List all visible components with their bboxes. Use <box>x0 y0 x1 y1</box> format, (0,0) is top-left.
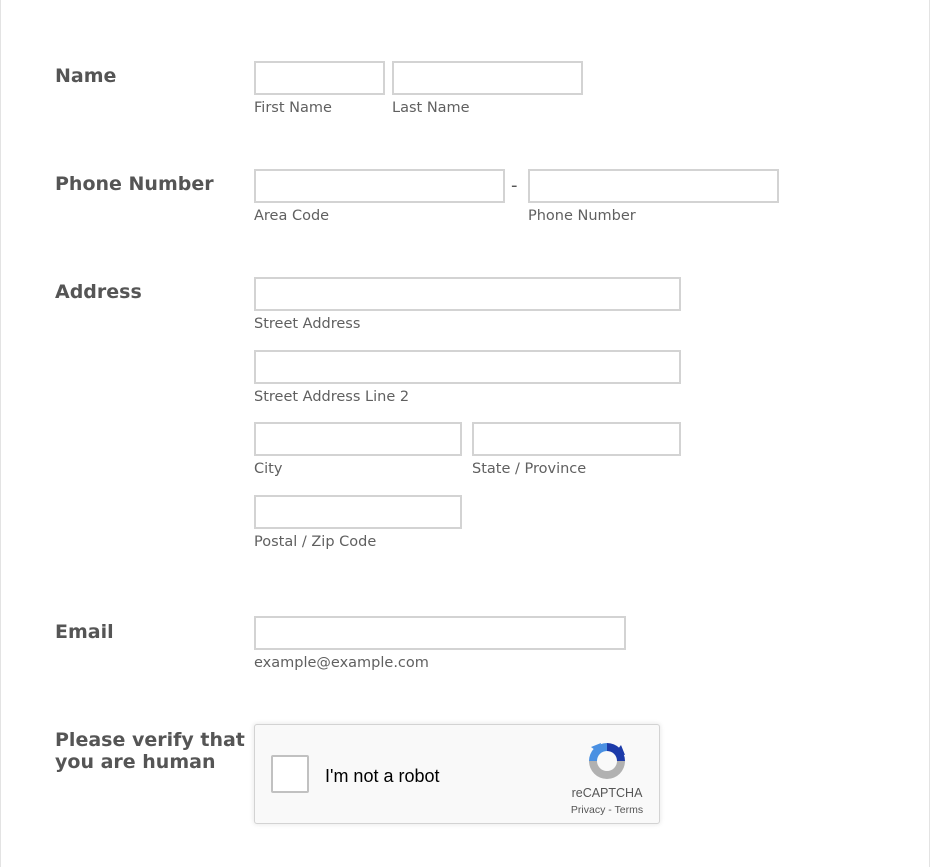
phone-separator: - <box>511 175 518 196</box>
name-label: Name <box>55 65 117 87</box>
city-sublabel: City <box>254 461 283 477</box>
street-address-sublabel: Street Address <box>254 316 361 332</box>
phone-number-label: Phone Number <box>55 173 214 195</box>
street-address-line2-input[interactable] <box>254 350 681 384</box>
city-input[interactable] <box>254 422 462 456</box>
address-label: Address <box>55 281 142 303</box>
street-address-input[interactable] <box>254 277 681 311</box>
first-name-sublabel: First Name <box>254 100 332 116</box>
postal-code-sublabel: Postal / Zip Code <box>254 534 377 550</box>
email-input[interactable] <box>254 616 626 650</box>
recaptcha-checkbox[interactable] <box>271 755 309 793</box>
postal-code-input[interactable] <box>254 495 462 529</box>
links-separator: - <box>608 804 612 816</box>
state-province-sublabel: State / Province <box>472 461 587 477</box>
recaptcha-checkbox-label: I'm not a robot <box>325 766 440 786</box>
street-address-line2-sublabel: Street Address Line 2 <box>254 389 410 405</box>
captcha-label: Please verify that you are human <box>55 729 245 773</box>
recaptcha-logo-icon <box>585 739 629 783</box>
last-name-input[interactable] <box>392 61 583 95</box>
email-sublabel: example@example.com <box>254 655 429 671</box>
terms-link[interactable]: Terms <box>614 804 644 816</box>
recaptcha-widget <box>254 724 660 824</box>
area-code-input[interactable] <box>254 169 505 203</box>
email-label: Email <box>55 621 114 643</box>
recaptcha-links <box>555 804 659 816</box>
last-name-sublabel: Last Name <box>392 100 470 116</box>
first-name-input[interactable] <box>254 61 385 95</box>
state-province-input[interactable] <box>472 422 681 456</box>
privacy-link[interactable]: Privacy <box>570 804 606 816</box>
phone-number-sublabel: Phone Number <box>528 208 636 224</box>
area-code-sublabel: Area Code <box>254 208 330 224</box>
recaptcha-brand: reCAPTCHA <box>571 786 643 800</box>
phone-number-input[interactable] <box>528 169 779 203</box>
